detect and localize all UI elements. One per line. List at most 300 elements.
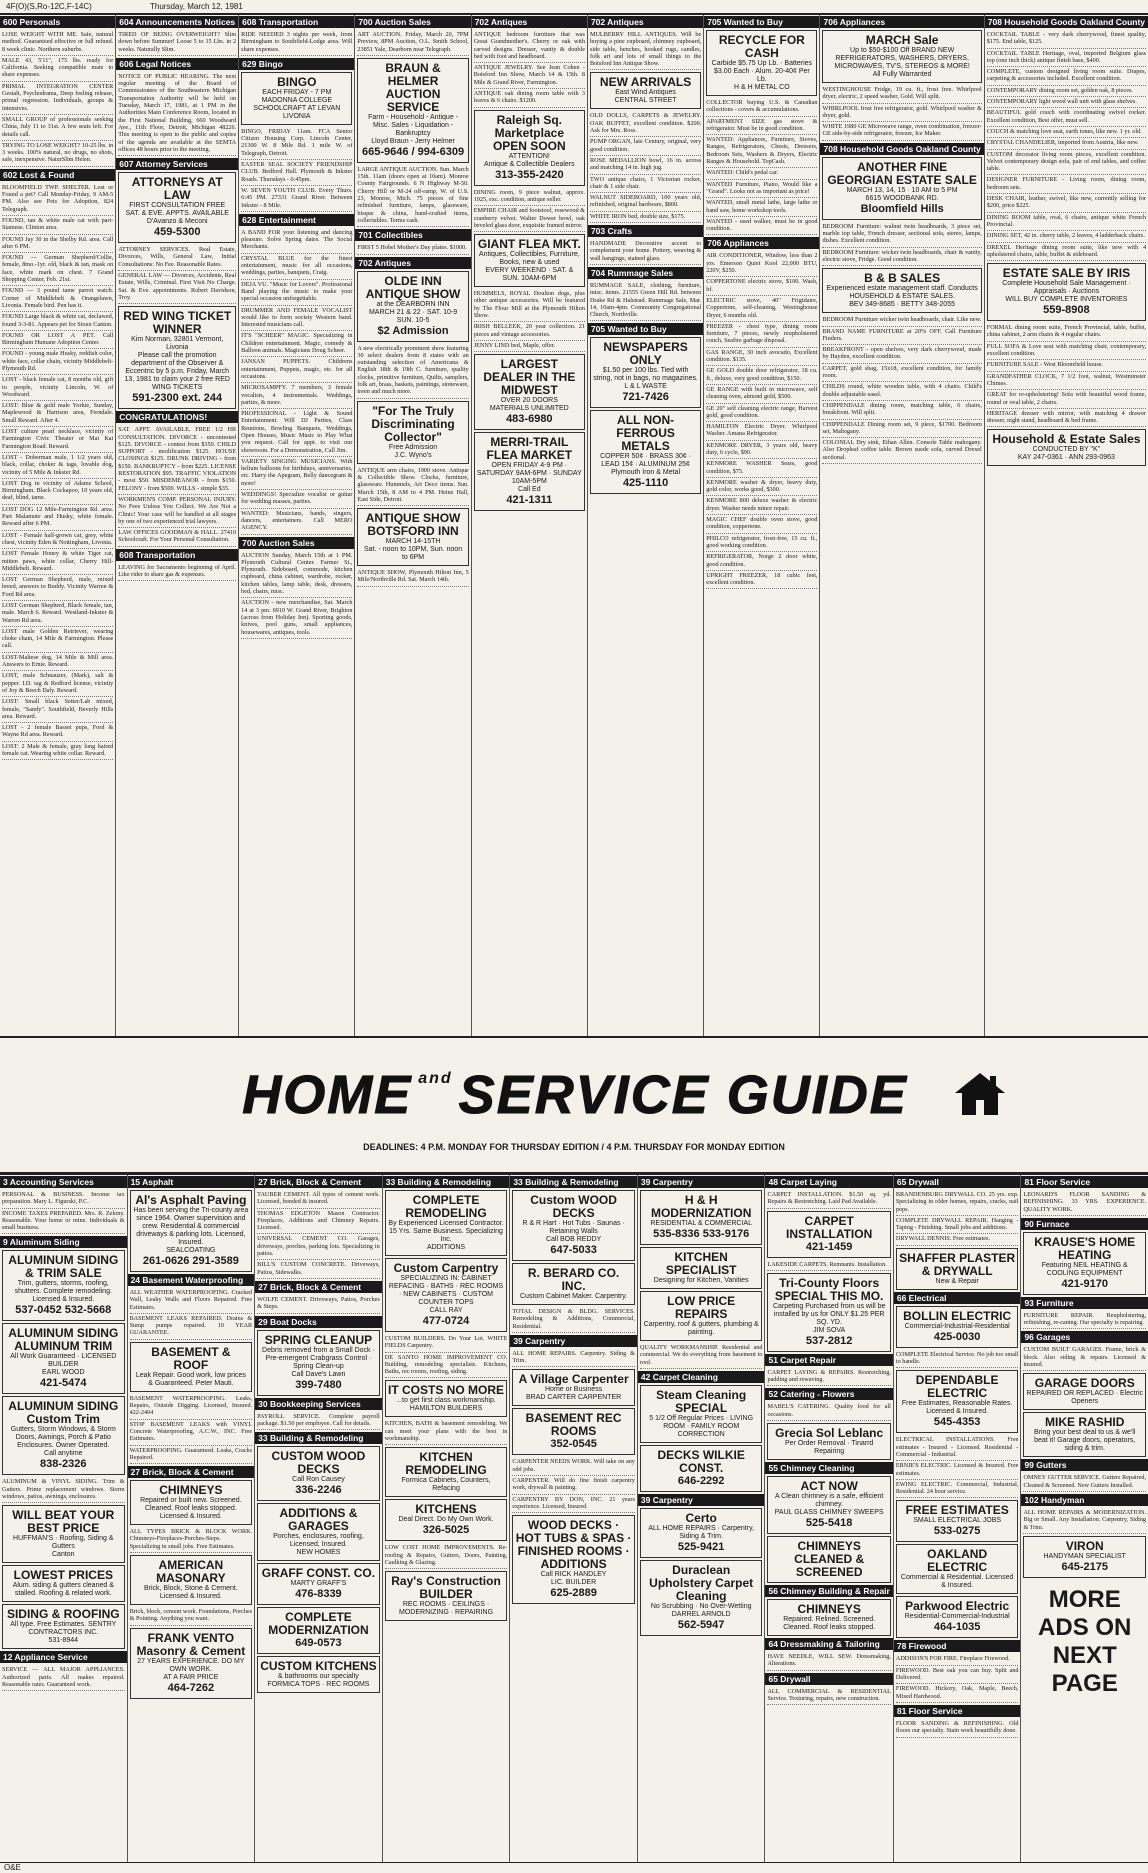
section-heading: 604 Announcements Notices xyxy=(116,16,238,28)
classified-ad: CARPET LAYING & REPAIRS. Restretching, padding and rewaving. xyxy=(767,1368,890,1387)
classified-ad: GE 20" self cleaning electric range, Harvest gold, good condition. xyxy=(706,404,817,423)
classified-ad: FOUND, tan & white male cat with part-Siamese. Clinton area. xyxy=(2,216,113,235)
display-ad-name: 6615 WOODBANK RD. xyxy=(865,194,939,202)
display-ad-phone: 459-5300 xyxy=(153,226,201,239)
classified-ad: CONTEMPORARY dining room set, golden oak, 8 pieces. xyxy=(987,86,1146,97)
classified-column xyxy=(239,15,355,1036)
display-ad-sub: Brick, Block, Stone & Cement. Licensed & Insured. xyxy=(143,1585,238,1601)
section-heading: 39 Carpentry xyxy=(510,1335,637,1347)
classified-ad: WANTED, small metal lathe, large lathe or band saw, home workshop tools. xyxy=(706,198,817,217)
section-heading: 628 Entertainment xyxy=(239,214,354,226)
classified-ad: CARPENTRY BY DON, INC. 21 years experience. Licensed, Insured. xyxy=(512,1495,635,1514)
display-ad-name: PAUL GLASS CHIMNEY SWEEPS xyxy=(774,1509,884,1517)
display-ad-phone: 421-1459 xyxy=(805,1240,853,1253)
display-ad-title: COMPLETE MODERNIZATION xyxy=(268,1610,369,1638)
classified-ad: LEAVING for Sacramento beginning of April. Like rider to share gas & expenses. xyxy=(118,563,236,582)
classified-section xyxy=(640,1371,763,1492)
display-ad-title: SHAFFER PLASTER & DRYWALL xyxy=(899,1250,1016,1278)
classified-section xyxy=(357,16,468,227)
classified-section xyxy=(130,1466,253,1698)
classified-section xyxy=(640,1176,763,1369)
classified-ad: CARPENTER NEEDS WORK. Will take on any odd jobs. xyxy=(512,1457,635,1476)
display-ad xyxy=(385,1499,508,1541)
display-ad-sub: Carpentry, roof & gutters, plumbing & painting. xyxy=(643,1321,759,1336)
classified-ad: WALNUT SIDEBOARD, 100 years old, refinished, original hardware, $800. xyxy=(590,193,701,212)
display-ad-sub: OVER 20 DOORS xyxy=(500,397,558,405)
display-ad-sub: ...to get first class workmanship. xyxy=(396,1397,496,1405)
display-ad-sub: MARCH 14-15TH xyxy=(385,538,441,546)
display-ad-title: RED WING TICKET WINNER xyxy=(123,309,232,337)
classified-ad: DINING ROOM table, oval, 6 chairs, antique white French Provincial. xyxy=(987,213,1146,232)
classified-ad: DINING SET, 42 in. cherry table, 2 leaves, 4 ladderback chairs. xyxy=(987,231,1146,242)
classified-ad: CRYSTAL BLUE for the finest entertainment, music for all occasions, weddings, parties, banquets, Craig. xyxy=(241,254,352,280)
display-ad-sub: Complete Household Sale Management · Appraisals · Auctions xyxy=(1002,280,1131,296)
display-ad xyxy=(357,271,468,342)
classified-section xyxy=(357,229,468,254)
display-ad xyxy=(640,1508,763,1558)
classified-ad: LOST German Shepherd, Black female, tan, male. March 6. Reward. Westland-Inkster & Warren Rd area. xyxy=(2,601,113,627)
banner-deadlines: DEADLINES: 4 P.M. MONDAY FOR THURSDAY EDITION / 4 P.M. THURSDAY FOR MONDAY EDITION xyxy=(363,1142,785,1152)
display-ad-title: Al's Asphalt Paving xyxy=(135,1193,247,1207)
classified-ad: LOST Female Honey & white Tiger cat, mitten paws, white collar, Cherry Hill-Middlebelt. Reward. xyxy=(2,549,113,575)
display-ad-sub: New & Repair xyxy=(935,1277,979,1285)
classified-ad: ELECTRIC stove, 40" Frigidaire, Coppertone, self-cleaning, Westinghouse Dryer, 6 months old. xyxy=(706,296,817,322)
display-ad-title: OAKLAND ELECTRIC xyxy=(927,1547,988,1575)
classified-ad: WATERPROOFING. Guaranteed. Leaks, Cracks Repaired. xyxy=(130,1446,253,1465)
classified-section xyxy=(1023,1297,1146,1330)
display-ad-sub: Repaired or built new. Screened. Cleaned. Roof leaks stopped. Licensed & Insured. xyxy=(140,1497,242,1521)
display-ad-phone: 559-8908 xyxy=(1043,304,1090,317)
classified-ad: LOST male Golden Retriever, wearing choke chain, 14 Mile & Farmington. Please call. xyxy=(2,627,113,653)
display-ad xyxy=(640,1190,763,1245)
display-ad-sub: Bring your best deal to us & we'll beat it! Garage doors, operators, siding & trim. xyxy=(1034,1429,1136,1453)
display-ad-title: ALUMINUM SIDING & TRIM SALE xyxy=(8,1253,119,1281)
section-heading: 706 Appliances xyxy=(704,237,819,249)
display-ad-name: Lloyd Braun - Jerry Helmer xyxy=(371,137,455,145)
display-ad-title: FREE ESTIMATES xyxy=(905,1503,1009,1518)
display-ad xyxy=(257,1330,380,1396)
classified-ad: BEAUTIFUL gold couch with coordinating swivel rocker. Excellent condition, Best offer, must sell. xyxy=(987,108,1146,127)
section-heading: 33 Building & Remodeling xyxy=(383,1176,510,1188)
classified-column xyxy=(355,15,471,1036)
folio-code: 4F(O)(S,Ro-12C,F-14C) xyxy=(6,2,92,11)
display-ad-phone: 838-2326 xyxy=(40,1458,87,1471)
classified-grid-bottom xyxy=(0,1174,1148,1862)
classified-ad: ANTIQUE JEWELRY. See Jean Cohen - Botsford Inn Show, March 14 & 15th. 8 Mile & Grand River, Farmington. xyxy=(474,63,585,89)
classified-ad: UNIVERSAL CEMENT CO. Garages, driveways, porches, parking lots. Specializing in patios. xyxy=(257,1234,380,1260)
display-ad-title: ALUMINUM SIDING Custom Trim xyxy=(8,1399,119,1427)
classified-column xyxy=(820,15,984,1036)
classified-ad: LEONARD'S FLOOR SANDING & REFINISHING. 33 YRS. EXPERIENCE. QUALITY WORK. xyxy=(1023,1190,1146,1216)
classified-ad: IRISH BELLEEK, 20 year collection. 21 pieces and vintage accessories. xyxy=(474,322,585,341)
display-ad-name: WILL BUY COMPLETE INVENTORIES xyxy=(1005,296,1128,304)
classified-ad: INCOME TAXES PREPARED. Mrs. R. Zelony. Reasonable. Your home or mine. Individuals & small business. xyxy=(2,1209,125,1235)
display-ad-sub: All type. Free Estimates. SENTRY CONTRACTORS INC. xyxy=(10,1621,117,1637)
classified-section xyxy=(590,323,701,494)
classified-ad: PRIMAL INTEGRATION CENTER Gestalt, Psychodrama, Deep feeling release, primal regression. Individuals, groups & intensives. xyxy=(2,82,113,115)
display-ad xyxy=(896,1596,1019,1638)
display-ad-phone: 647-5033 xyxy=(550,1244,597,1256)
classified-ad: CARPET, gold shag, 15x18, excellent condition, for family room. xyxy=(822,364,981,383)
display-ad-sub: Free Admission xyxy=(388,443,438,451)
display-ad xyxy=(357,508,468,566)
display-ad-sub: Call RICK HANDLEY xyxy=(540,1571,607,1579)
display-ad-title: BOLLIN ELECTRIC xyxy=(903,1308,1012,1323)
display-ad-title: LARGEST DEALER IN THE MIDWEST xyxy=(483,357,576,398)
display-ad-sub: $1.50 per 100 lbs. Tied with string, not in bags, no magazines. xyxy=(593,367,698,383)
section-heading: 99 Gutters xyxy=(1021,1459,1148,1471)
classified-ad: FIREWOOD. Best oak you can buy. Split and Delivered. xyxy=(896,1666,1019,1685)
display-ad-sub: at the DEARBORN INN xyxy=(376,300,450,308)
display-ad-title: NEW ARRIVALS xyxy=(599,75,692,90)
classified-section xyxy=(2,16,113,167)
display-ad-name: Canton xyxy=(52,1551,75,1559)
classified-ad: DEJA VU. "Music for Lovers". Professional Band playing the music to make your special occasion unforgettable. xyxy=(241,280,352,306)
classified-ad: WANTED: Child's pedal car. xyxy=(706,168,817,179)
section-heading: 65 Drywall xyxy=(765,1673,892,1685)
classified-ad: CUSTOM BUILT GARAGES. Frame, brick & block. Also siding & repairs. Licensed & insured. xyxy=(1023,1345,1146,1371)
section-heading: 705 Wanted to Buy xyxy=(704,16,819,28)
display-ad-sub: R & R Hart · Hot Tubs · Saunas · Retaining Walls xyxy=(522,1220,625,1235)
classified-section xyxy=(257,1176,380,1279)
display-ad xyxy=(640,1445,763,1492)
section-heading: 702 Antiques xyxy=(588,16,703,28)
display-ad-sub: & bathrooms our specialty xyxy=(277,1673,359,1681)
classified-ad: MABEL'S CATERING. Quality food for all occasions. xyxy=(767,1402,890,1421)
display-ad-title: WOOD DECKS · HOT TUBS & SPAS · FINISHED ROOMS · ADDITIONS xyxy=(515,1518,632,1572)
classified-ad: DRYWALL DENNIS. Free estimates. xyxy=(896,1234,1019,1245)
classified-ad: CARPET INSTALLATION. $1.50 sq. yd. Repairs & Restretching. Laid Pad Available. xyxy=(767,1190,890,1209)
classified-section xyxy=(118,306,236,409)
display-ad-phone: 313-355-2420 xyxy=(495,168,564,181)
classified-ad: ALL TYPES BRICK & BLOCK WORK. Chimneys-Fireplaces-Porches-Steps. Specializing in small jobs. Free Estimates. xyxy=(130,1527,253,1553)
classified-ad: MALE 43, 5'11", 175 lbs. ready for California. Seeking compatible mate to share expenses. xyxy=(2,56,113,82)
classified-ad: CONTEMPORARY light wood wall unit with glass shelves. xyxy=(987,97,1146,108)
display-ad-title: OLDE INN ANTIQUE SHOW xyxy=(365,273,461,301)
classified-ad: RUMMAGE SALE, clothing, furniture, misc. items. 21555 Green Hill Rd. between Drake Rd & Halstead. Rummage Sale, Mar. 14, 10am-4pm. Community Congregational Church, Northville. xyxy=(590,281,701,321)
classified-ad: FIREWOOD. Hickory, Oak, Maple, Beech, Mixed Hardwood. xyxy=(896,1684,1019,1703)
display-ad-name: Antique & Collectible Dealers xyxy=(483,160,575,168)
display-ad xyxy=(385,1380,508,1417)
display-ad-phone: 625-2889 xyxy=(550,1587,597,1600)
banner-title-and: and xyxy=(418,1070,453,1087)
classified-ad: WHIRLPOOL frost free refrigerator, gold. Whirlpool washer & dryer, gold. xyxy=(822,104,981,123)
classified-ad: WOLFE CEMENT. Driveways, Patios, Porches & Steps. xyxy=(257,1295,380,1314)
classified-ad: ALL HOME REPAIRS. Carpentry. Siding & Trim. xyxy=(512,1349,635,1368)
display-ad-sub: Commercial-Industrial-Residential xyxy=(904,1322,1010,1330)
section-heading: 65 Drywall xyxy=(894,1176,1021,1188)
classified-section xyxy=(257,1398,380,1431)
display-ad-title: ALUMINUM SIDING ALUMINUM TRIM xyxy=(8,1326,119,1354)
display-ad xyxy=(767,1273,890,1352)
display-ad-title: ANOTHER FINE GEORGIAN ESTATE SALE xyxy=(827,159,977,187)
classified-section xyxy=(2,1176,125,1234)
section-heading: 29 Boat Docks xyxy=(255,1316,382,1328)
section-heading: 96 Garages xyxy=(1021,1331,1148,1343)
classified-ad: PHILCO refrigerator, frost-free, 15 cu. ft., good working condition. xyxy=(706,534,817,553)
section-heading: 64 Dressmaking & Tailoring xyxy=(765,1638,892,1650)
classified-ad: NOTICE OF PUBLIC HEARING. The next regular meeting of the Board of Commissioners of the Southeastern Michigan Transportation Authority will be held on Tuesday, March 17, 1981, at 1 PM in the Authorities Main Conference Room, located in the First National Building, 660 Woodward Ave., 11th Floor, Detroit, Michigan 48226. This meeting is open to the public and copies of the agenda are available at the SEMTA offices 48 hours prior to the meeting. xyxy=(118,72,236,156)
classified-ad: UPRIGHT FREEZER, 18 cubic feet, excellent condition. xyxy=(706,571,817,590)
section-heading: 39 Carpentry xyxy=(638,1176,765,1188)
classified-ad: A BAND FOR your listening and dancing pleasure. Solve Spring dates. The Social Merchants. xyxy=(241,228,352,254)
classified-ad: FORMAL dining room suite, French Provincial, table, buffet, china cabinet, 2 arm chairs & 4 regular chairs. xyxy=(987,323,1146,342)
classified-ad: ANTIQUE arm chairs, 1900 stove. Antique & Collectible Show. Clocks, furniture, glassware. Hummels, Art Deco items. Sun. March 15th, 8 AM to 4 PM. Heinz Hall, East Side, Detroit. xyxy=(357,466,468,506)
display-ad xyxy=(590,410,701,494)
section-heading: 600 Personals xyxy=(0,16,115,28)
display-ad-name: FORMICA TOPS · REC ROOMS xyxy=(267,1681,370,1689)
display-ad-sub: Deal Direct. Do My Own Work. xyxy=(398,1516,494,1524)
display-ad xyxy=(767,1536,890,1583)
display-ad xyxy=(130,1628,253,1699)
classified-section xyxy=(1023,1459,1146,1492)
display-ad-title: CARPET INSTALLATION xyxy=(786,1213,873,1241)
section-heading: 629 Bingo xyxy=(239,58,354,70)
display-ad-sub: REPAIRED OR REPLACED · Electric Openers xyxy=(1026,1390,1143,1406)
section-heading: 12 Appliance Service xyxy=(0,1651,127,1663)
display-ad xyxy=(474,110,585,186)
display-ad-phone: 533-0275 xyxy=(933,1525,981,1538)
classified-ad: GRANDFATHER CLOCK, 7 1/2 foot, walnut, Westminster Chimes. xyxy=(987,372,1146,391)
display-ad-sub: Formica Cabinets, Counters, Refacing xyxy=(401,1477,491,1493)
display-ad xyxy=(257,1446,380,1501)
classified-ad: KENMORE WASHER Sears, good condition, $75. xyxy=(706,459,817,478)
classified-section xyxy=(118,58,236,156)
classified-ad: CHIPPENDALE Dining room set, 9 piece, $1700. Bedroom set, Mahogany. xyxy=(822,420,981,439)
section-heading: 700 Auction Sales xyxy=(355,16,470,28)
classified-section xyxy=(257,1281,380,1314)
display-ad-title: GIANT FLEA MKT. xyxy=(477,237,581,252)
display-ad-phone: 336-2246 xyxy=(295,1484,342,1497)
display-ad-sub: Repaired. Relined. Screened. Cleaned. Roof leaks stopped. xyxy=(783,1616,876,1632)
display-ad-title: ANTIQUE SHOW BOTSFORD INN xyxy=(365,511,461,539)
classified-ad: FURNITURE SALE - West Bloomfield house. xyxy=(987,360,1146,371)
section-heading: 48 Carpet Laying xyxy=(765,1176,892,1188)
display-ad-name: JIM SOVA xyxy=(813,1326,846,1334)
display-ad-sub: Kim Norman, 32801 Vermont, Livonia xyxy=(131,336,224,352)
display-ad xyxy=(896,1248,1019,1290)
display-ad-title: Ray's Construction BUILDER xyxy=(391,1574,501,1602)
classified-column xyxy=(0,15,116,1036)
display-ad xyxy=(2,1250,125,1321)
section-heading: 702 Antiques xyxy=(472,16,587,28)
display-ad xyxy=(896,1544,1019,1594)
classified-section xyxy=(767,1176,890,1352)
display-ad-title: CUSTOM KITCHENS xyxy=(260,1659,377,1674)
display-ad xyxy=(767,1476,890,1534)
classified-ad: LOST: Blue & gold male Yorkie, Sunday, Maplewood & Harrison area, Ferndale. Small Reward. After 4. xyxy=(2,401,113,427)
classified-ad: LAW OFFICES GOODMAN & HALL. 27410 Schoolcraft. For Your Personal Consultation. xyxy=(118,528,236,547)
classified-section xyxy=(1023,1331,1146,1457)
display-ad xyxy=(2,1396,125,1475)
display-ad-phone: 464-1035 xyxy=(933,1621,981,1634)
display-ad-sub: EACH FRIDAY - 7 PM xyxy=(262,88,332,96)
classified-ad: WHITE 1980 GE Microwave range, oven combination, freezer-GE side-by-side refrigerator, freezer, Ice Maker. xyxy=(822,122,981,141)
display-ad-name: NEW HOMES xyxy=(296,1549,341,1557)
classified-ad: STOP BASEMENT LEAKS with VINYL Concrete Waterproofing, A.C.W., INC. Free Estimates. xyxy=(130,1420,253,1446)
display-ad-title: FRANK VENTO Masonry & Cement xyxy=(136,1630,246,1658)
display-ad-phone: 476-8339 xyxy=(295,1588,342,1601)
display-ad-phone: 261-0626 291-3589 xyxy=(142,1255,239,1267)
classified-ad: ART AUCTION. Friday, March 20, 7PM Preview, 8PM Auction, O.L. Smith School, 23851 Yale, Dearborn near Telegraph. xyxy=(357,30,468,56)
display-ad-title: WILL BEAT YOUR BEST PRICE xyxy=(12,1508,115,1536)
display-ad-sub: 27 YEARS EXPERIENCE. DO MY OWN WORK. xyxy=(137,1657,245,1673)
display-ad xyxy=(2,1505,125,1563)
classified-ad: BEDROOM Furniture: wicker twin headboards, chair & vanity, electric stove, Fridge. Good condition. xyxy=(822,248,981,267)
classified-ad: ALL WEATHER WATERPROOFING. Cracked Wall, Leaky Walls and Floors Repaired. Free Estimates. xyxy=(130,1288,253,1314)
display-ad-phone: 425-0030 xyxy=(933,1330,981,1343)
display-ad-title: ALL NON-FERROUS METALS xyxy=(616,413,675,454)
classified-ad: FOUND OR LOST A PET. Call Birmingham Humane Adoption Center. xyxy=(2,331,113,350)
display-ad-phone: 665-9646 / 994-6309 xyxy=(361,145,465,158)
display-ad xyxy=(1023,1373,1146,1410)
display-ad-sub: Antiques, Collectibles, Furniture, Books, new & used xyxy=(478,251,580,267)
classified-section xyxy=(896,1292,1019,1639)
classified-ad: KENMORE washer & dryer, heavy duty, gold color, works good, $300. xyxy=(706,478,817,497)
classified-section xyxy=(706,16,817,235)
classified-ad: GE GOLD double door refrigerator, 18 cu. ft., deluxe, very good condition, $150. xyxy=(706,366,817,385)
classified-ad: AUCTION Sunday, March 15th at 1 PM. Plymouth Cultural Center. Farmer St., Plymouth. Sideboard, commode, kitchen cupboard, china cabinet, wardrobe, rocker, kitchen tables, lamp table, desk, dressers, bed, chairs, misc. xyxy=(241,551,352,599)
display-ad-sub: 5 1/2 Off Regular Prices · LIVING ROOM · FAMILY ROOM xyxy=(649,1414,754,1430)
classified-ad: LOST Dog in vicinity of Adams School, Birmingham. Black Cockapoo, 10 years old, deaf, blind, tame. xyxy=(2,479,113,505)
banner-title-service-guide: SERVICE GUIDE xyxy=(458,1065,908,1125)
classified-section xyxy=(241,214,352,535)
classified-ad: KENMORE DRYER, 3 years old, heavy duty, 6 cycle, $90. xyxy=(706,441,817,460)
display-ad-title: KITCHEN SPECIALIST xyxy=(665,1250,737,1277)
classified-ad: FOUND — 3 pound tame parrot watch. Corner of Middlebelt & Orangelawn, Livonia. Female bird. Pen has it. xyxy=(2,286,113,312)
display-ad-title: LOW PRICE REPAIRS xyxy=(667,1294,736,1321)
display-ad-sub: Residential-Commercial-Industrial xyxy=(904,1613,1010,1621)
display-ad xyxy=(896,1370,1019,1433)
classified-ad: COPPERTONE electric stove, $100. Wash, bf. xyxy=(706,277,817,296)
classified-column xyxy=(128,1175,256,1862)
display-ad xyxy=(474,432,585,511)
display-ad xyxy=(706,30,817,96)
classified-column xyxy=(985,15,1148,1036)
classified-ad: OLD DOLLS, CARPETS & JEWELRY. OAK BUFFET, excellent condition. $200. Ask for Mrs. Ross. xyxy=(590,111,701,137)
classified-ad: W. SEVEN YOUTH CLUB. Every Thurs. 6:45 PM. 27331 Grand River. Between Inkster - 8 Mile. xyxy=(241,186,352,212)
classified-ad: LOST, male Schnauzer, (Mark), salt & pepper. I.D. tag & Redford license, vicinity of Joy & Beech Daly. Reward. xyxy=(2,671,113,697)
classified-ad: ANTIQUE SHOW, Plymouth Hilton Inn, 5 Mile/Northville Rd. Sat. March 14th. xyxy=(357,568,468,587)
display-ad-name: All Fully Warranted xyxy=(872,71,932,78)
display-ad-title: Custom Carpentry xyxy=(393,1261,499,1275)
display-ad-name: Call Dave's Lawn xyxy=(291,1370,346,1378)
display-ad-title: VIRON xyxy=(1065,1538,1104,1553)
display-ad-sub: Call Ron Causey xyxy=(292,1476,345,1484)
display-ad-title: A Village Carpenter xyxy=(518,1372,629,1387)
classified-ad: THOMAS EDGETON Mason Contractor. Fireplaces, Additions and Chimney Repairs. Licensed. xyxy=(257,1209,380,1235)
footer-code: O&E xyxy=(0,1862,1148,1873)
classified-ad: TRYING TO LOSE WEIGHT? 10-25 lbs. in 3 weeks. 100% natural, no drugs, no shots, safe, inexpensive. NaturSlim Helen. xyxy=(2,141,113,167)
more-ads-notice: MORE ADS ON NEXT PAGE xyxy=(1038,1585,1132,1697)
display-ad-sub: A Clean chimney is a safe, efficient chimney. xyxy=(774,1493,884,1509)
display-ad-phone: 399-7480 xyxy=(295,1378,342,1391)
display-ad-name: J.C. Wyno's xyxy=(394,451,432,459)
classified-ad: WESTINGHOUSE Fridge, 19 cu. ft., frost free. Whirlpool dryer, electric, 2 speed washer, Gold. Will split. xyxy=(822,85,981,104)
classified-section xyxy=(767,1585,890,1636)
display-ad-title: MERRI-TRAIL FLEA MARKET xyxy=(486,435,573,463)
display-ad-name: CORRECTION xyxy=(677,1430,725,1438)
classified-ad: VARIETY SINGING MUSICIANS. With helium balloons for birthdays, anniversaries, etc. Harry the Apegram, Belly dancegram & more! xyxy=(241,457,352,490)
classified-ad: FOUND Large black & white cat, declawed, found 3-3-81. Appears pet for Sioux Canton. xyxy=(2,312,113,331)
display-ad-title: CHIMNEYS CLEANED & SCREENED xyxy=(794,1539,865,1580)
display-ad-title: Parkwood Electric xyxy=(905,1599,1010,1614)
display-ad-name: CALL RAY xyxy=(429,1307,463,1314)
classified-section xyxy=(896,1640,1019,1702)
classified-ad: CUSTOM decorator living room pieces, excellent condition. Velvet contemporary design sofa, pair of end tables, and coffee table. xyxy=(987,150,1146,176)
section-heading: 33 Building & Remodeling xyxy=(510,1176,637,1188)
classified-ad: DRUMMER AND FEMALE VOCALIST would like to form society Western band. Interested musicians call. xyxy=(241,306,352,332)
classified-ad: TWO antique chairs, 1 Victorian rocker, chair & 1 side chair. xyxy=(590,175,701,194)
display-ad-name: CENTRAL STREET xyxy=(614,97,677,105)
display-ad-name: KAY 247-0361 · ANN 293-0963 xyxy=(1017,454,1115,462)
display-ad-sub: MARCH 13, 14, 15 · 10 AM to 5 PM xyxy=(846,186,958,194)
display-ad-sub: MARTY GRAFF'S xyxy=(290,1580,347,1588)
display-ad-phone: 721-7426 xyxy=(622,391,669,404)
classified-ad: COMPLETE, custom designed living room suite. Drapes, carpeting & accessories included. Excellent condition. xyxy=(987,67,1146,86)
display-ad-sub: HANDYMAN SPECIALIST xyxy=(1043,1552,1126,1560)
classified-ad: WANTED - used walker, must be in good condition. xyxy=(706,217,817,236)
classified-section xyxy=(512,1176,635,1333)
classified-ad: FURNITURE REPAIR. Reupholstering, refinishing, re-caning. Our specialty is repairing. xyxy=(1023,1311,1146,1330)
display-ad-name: SEALCOATING xyxy=(166,1247,216,1254)
display-ad-title: H & H MODERNIZATION xyxy=(650,1193,752,1220)
classified-ad: PAYROLL SERVICE. Complete payroll package. $1.50 per employee. Call for details. xyxy=(257,1412,380,1431)
display-ad-name: AT A FAIR PRICE xyxy=(163,1673,219,1681)
display-ad-phone: 645-2175 xyxy=(1061,1560,1108,1573)
display-ad-phone: 535-8336 533-9176 xyxy=(653,1228,750,1240)
classified-ad: LOST - black female cat, 8 months old, gift to people, vicinity Lincoln, W. of Woodward. xyxy=(2,375,113,401)
display-ad xyxy=(590,337,701,408)
classified-section xyxy=(130,1176,253,1272)
classified-ad: LOSE WEIGHT WITH ME. Safe, natural method. Guaranteed effective or full refund. 8 week clinic. Northern suburbs. xyxy=(2,30,113,56)
classified-section xyxy=(2,169,113,761)
classified-ad: DREXEL Heritage dining room suite, like new with 4 upholstered chairs, table, buffet & sideboard. xyxy=(987,243,1146,262)
display-ad xyxy=(257,1503,380,1561)
section-heading: 708 Household Goods Oakland County xyxy=(985,16,1148,28)
classified-ad: A new electrically prominent show featuring 30 select dealers from 8 states with an outstanding selection of Americana & English 18th & 19th C. furniture, quality clocks, primitive furniture, Quilts, samplers, folk art, brass, baskets, paintings, stoneware, treen and much more. xyxy=(357,344,468,399)
display-ad-name: EARL WOOD xyxy=(42,1369,85,1377)
classified-ad: JANSAN PUPPETS. Childrens entertainment, Puppets, magic, etc. for all occasions. xyxy=(241,357,352,383)
section-heading: 81 Floor Service xyxy=(1021,1176,1148,1188)
display-ad-phone: 537-0452 532-5668 xyxy=(15,1304,112,1317)
display-ad-sub: Leak Repair. Good work, low prices & Guaranteed. Peter Mauti. xyxy=(135,1371,246,1387)
classified-ad: BILL'S CUSTOM CONCRETE. Driveways, Patios, Sidewalks. xyxy=(257,1260,380,1279)
display-ad xyxy=(767,1423,890,1460)
classified-ad: EWING ELECTRIC. Commercial, Industrial, Residential. 24 hour service. xyxy=(896,1480,1019,1499)
section-heading: 78 Firewood xyxy=(894,1640,1021,1652)
classified-column xyxy=(638,1175,766,1862)
section-heading: 24 Basement Waterproofing xyxy=(128,1274,255,1286)
classified-ad: GE RANGE with built in microwave, self cleaning oven, almond gold, $500. xyxy=(706,385,817,404)
display-ad xyxy=(357,401,468,464)
classified-section xyxy=(118,16,236,56)
classified-ad: ALL COMMERCIAL & RESIDENTIAL Service. Texturing, repairs, new construction. xyxy=(767,1687,890,1706)
classified-ad: PROFESSIONAL - Light & Sound Entertainment. Will DJ Parties, Class Reunions, Bowling Banquets, Weddings, Open Houses, Music Music to Play What you request. Call for appt. to visit our showroom. For a Demonstration, Call Jim. xyxy=(241,409,352,457)
classified-ad: BINGO, FRIDAY 11am. FCA Senior Citizen Housing Corp. Lincoln Center, 21300 W. 8 Mile Rd. 1 mile W. of Telegraph, Detroit. xyxy=(241,127,352,160)
classified-column xyxy=(1021,1175,1148,1862)
classified-ad: SAT. APPT. AVAILABLE. FREE 1/2 HR CONSULTATION. DIVORCE - uncontested $125. DIVORCE - contest from $350. CHILD SUPPORT - modification $125. HOUSE CLOSINGS $125. DRUNK DRIVING - from $150. BANKRUPTCY - from $225. LICENSE RESTORATION $95. TRAFFIC VIOLATION - most $50. MISDEMEANOR - from $150. FELONY - from $500. WILLS - simple $35. xyxy=(118,425,236,495)
display-ad xyxy=(257,1607,380,1654)
display-ad-phone: 537-2812 xyxy=(805,1334,853,1347)
display-ad xyxy=(987,429,1146,466)
section-heading: 608 Transportation xyxy=(116,549,238,561)
display-ad-title: ADDITIONS & GARAGES xyxy=(279,1506,358,1534)
section-heading: 102 Handyman xyxy=(1021,1494,1148,1506)
classified-section xyxy=(896,1705,1019,1738)
classified-section xyxy=(590,267,701,321)
classified-ad: BEDROOM Furniture: walnut twin headboards, 3 piece set, marble top table, French dresser, sectional sofa, stereo, lamps, dishes. Excellent condition. xyxy=(822,222,981,248)
